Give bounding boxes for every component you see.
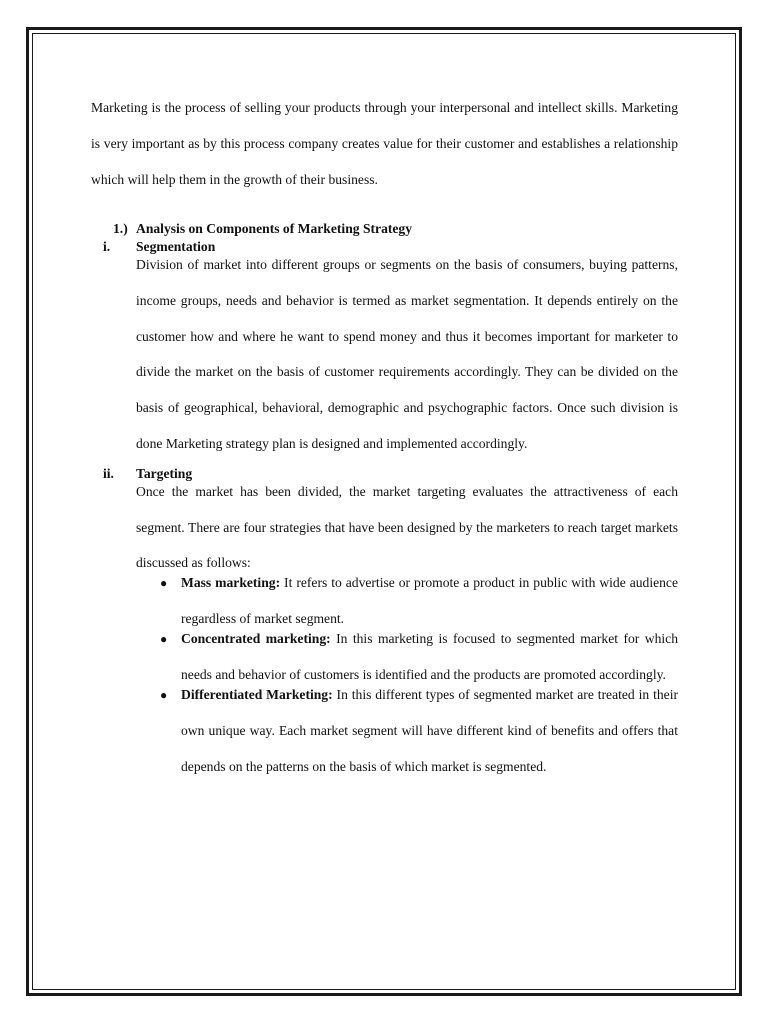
segmentation-body: Division of market into different groups or segments on the basis of consumers, buying patterns, income groups, needs and behavior is termed as market segmentation. It depends entirely on the customer how and where he want to spend money and thus it becomes important for marketer to divide the market on the basis of customer requirements accordingly. They can be divided on the basis of geographical, behavioral, demographic and psychographic factors. Once such division is done Marketing strategy plan is designed and implemented accordingly. [136,257,678,451]
bullet-icon: ● [160,688,168,703]
bullet-term: Mass marketing: [181,575,281,591]
bullet-text: In this marketing is focused to segmented market for which needs and behavior of customers is identified and the products are promoted accordingly. [181,631,678,683]
list-item [160,677,679,785]
bullet-icon: ● [160,576,168,591]
bullet-text: It refers to advertise or promote a product in public with wide audience regardless of market segment. [181,575,678,627]
targeting-title: Targeting [136,465,193,481]
targeting-body: Once the market has been divided, the market targeting evaluates the attractiveness of each segment. There are four strategies that have been designed by the marketers to reach target markets discussed as follows: [136,483,678,571]
section-heading [91,220,678,238]
section-title: Analysis on Components of Marketing Strategy [136,221,413,236]
document-body [91,90,678,785]
targeting-strategy-list [91,565,678,785]
bullet-text: In this different types of segmented market are treated in their own unique way. Each market segment will have different kind of benefits and offers that depends on the patterns on the basis of which market is segmented. [181,687,679,775]
intro-paragraph: Marketing is the process of selling your products through your interpersonal and intellect skills. Marketing is very important as by this process company creates value for their customer and establishes a relationship which will help them in the growth of their business. [91,100,678,187]
bullet-icon: ● [160,632,168,647]
targeting-numeral: ii. [103,465,114,481]
section-number: 1.) [113,221,128,236]
segmentation-numeral: i. [103,239,111,254]
bullet-term: Differentiated Marketing: [181,687,333,703]
bullet-term: Concentrated marketing: [181,631,331,647]
segmentation-title: Segmentation [136,239,216,254]
